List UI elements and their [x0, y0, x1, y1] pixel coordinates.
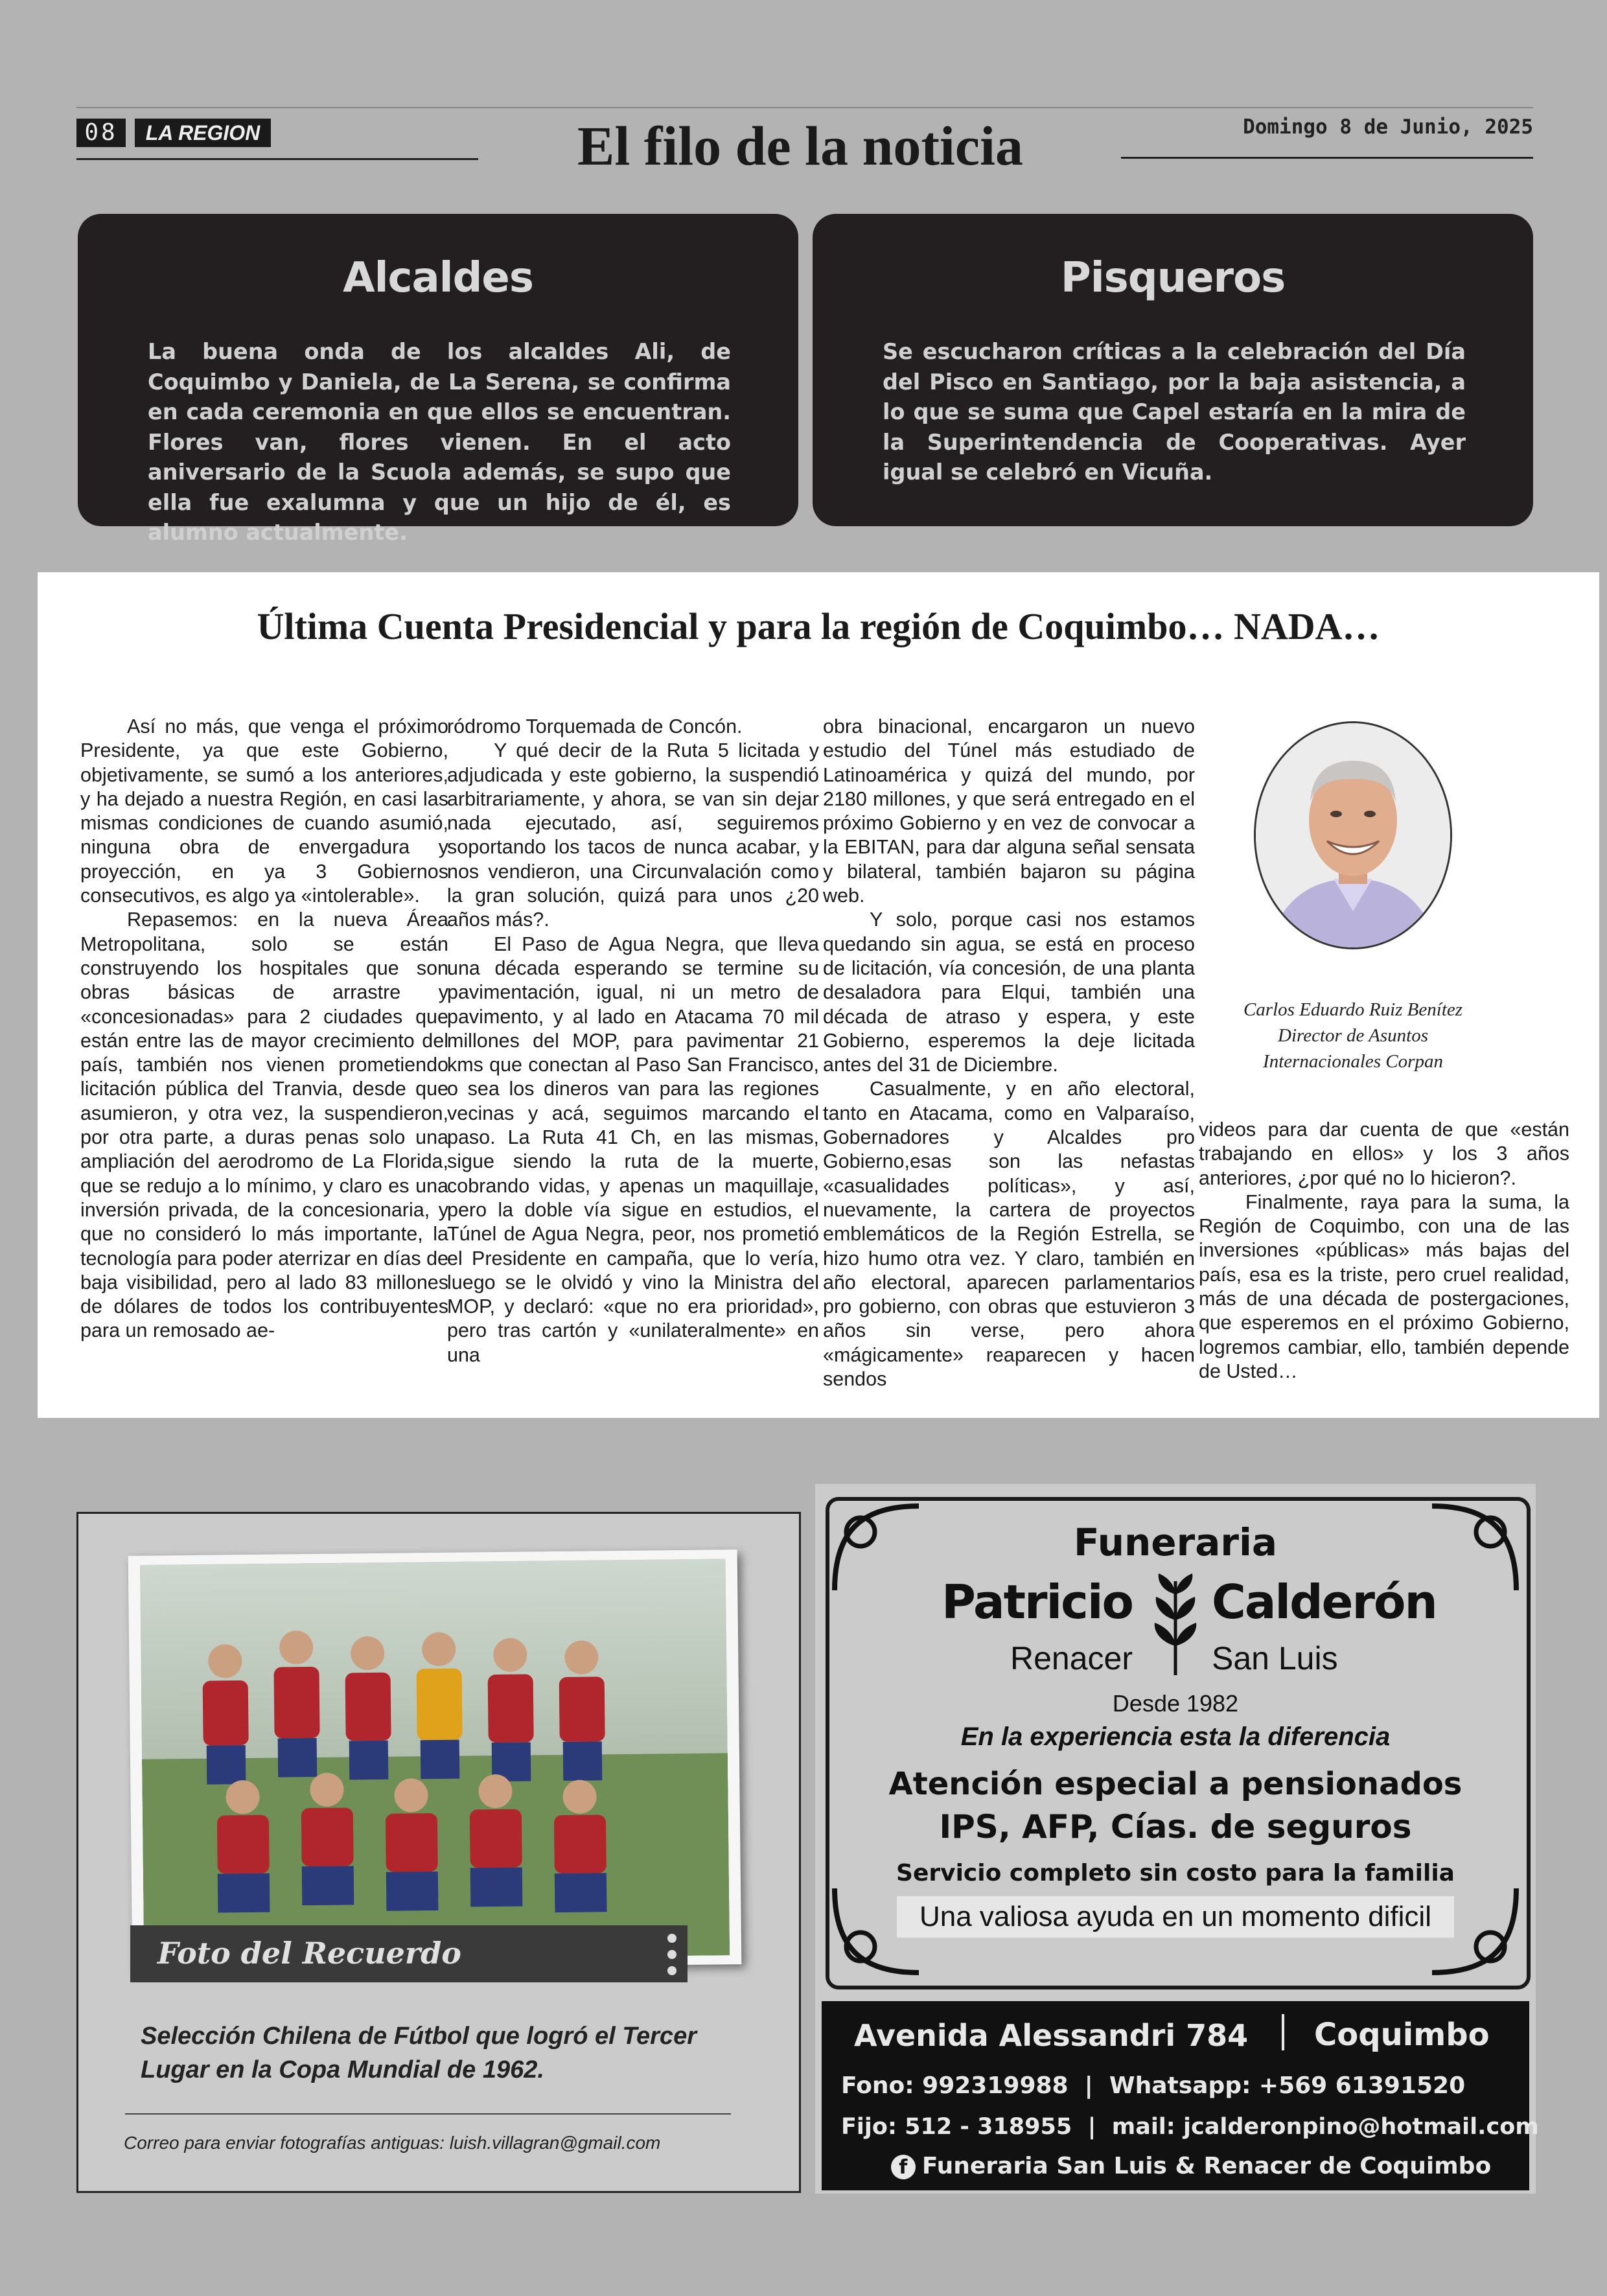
article-column-1 [80, 715, 448, 1343]
ad-city: Coquimbo [1314, 2017, 1490, 2053]
ad-contact-bar [822, 2001, 1539, 2190]
article-paragraph: Así no más, que venga el próximo Presidente, ya que este Gobierno, objetivamente, se sumó a los anteriores, y ha dejado a nuestra Región, en casi las mismas condiciones de cuando asumió, ninguna obra de envergadura y proyección, en ya 3 Gobiernos consecutivos, es algo ya «intolerable». [80, 715, 448, 907]
ad-service: Servicio completo sin costo para la familia [896, 1860, 1455, 1886]
ad-sub-left: Renacer [1010, 1640, 1133, 1676]
box-title: Pisqueros [1060, 254, 1286, 302]
article-paragraph: Finalmente, raya para la suma, la Región de Coquimbo, con una de las inversiones «públicas» más bajas del país, esa es la triste, pero cruel realidad, más de una década de postergaciones, que esperemos en el próximo Gobierno, logremos cambiar, ello, también depende de Usted… [1199, 1190, 1569, 1382]
section-title: El filo de la noticia [577, 115, 1023, 177]
ad-attention-1: Atención especial a pensionados [888, 1766, 1462, 1802]
ad-name-left: Patricio [942, 1575, 1133, 1629]
team-photo-illustration [140, 1559, 730, 1961]
ad-line-funeraria: Funeraria [1073, 1520, 1277, 1564]
ad-sub-right: San Luis [1212, 1640, 1338, 1676]
ad-attention-2: IPS, AFP, Cías. de seguros [939, 1808, 1412, 1846]
author-portrait [1254, 721, 1452, 949]
page-number: 08 [76, 119, 126, 147]
author-portrait-illustration [1256, 723, 1450, 947]
ad-slogan: En la experiencia esta la diferencia [960, 1722, 1391, 1751]
author-org: Internacionales Corpan [1263, 1051, 1443, 1072]
photo-label-strip [130, 1925, 688, 1982]
article-paragraph: Repasemos: en la nueva Área Metropolitana, solo se están construyendo los hospitales que son obras básicas de arrastre y «concesionadas» para 2 ciudades que están entre las de mayor crecimiento del país, también nos vienen prometiendo licitación pública del Tranvia, desde que asumieron, y otra vez, la suspendieron, por otra parte, a duras penas solo una ampliación del aerodromo de La Florida, que se redujo a lo mínimo, y claro es una inversión privada, de la concesionaria, y que no consideró lo más importante, la tecnología para poder aterrizar en días de baja visibilidad, pero al lado 83 millones de dólares de todos los contribuyentes para un remosado ae- [80, 909, 449, 1342]
author-name: Carlos Eduardo Ruiz Benítez [1243, 999, 1463, 1020]
photo-strip-label: Foto del Recuerdo [157, 1936, 461, 1971]
ad-fijo-mail: Fijo: 512 - 318955 | mail: jcalderonpino@hotmail.com [841, 2114, 1539, 2140]
article-paragraph: El Paso de Agua Negra, que lleva una década esperando se termine su pavimentación, igual, ni un metro de pavimento, y al lado en Atacama 70 mil millones del MOP, para pavimentar 21 kms que conectan al Paso San Francisco, o sea los dineros van para las regiones vecinas y acá, seguimos marcando el paso. La Ruta 41 Ch, en las mismas, sigue siendo la ruta de la muerte, cobrando vidas, y apenas un maquillaje, pero la doble vía sigue en estudios, el Túnel de Agua Negra, peor, nos prometió el Presidente en campaña, que lo vería, luego se le olvidó y vino la Ministra del MOP, y declaró: «que no era prioridad», pero tras cartón y «unilateralmente» en una [447, 933, 819, 1366]
article-column-4 [1199, 1118, 1569, 1384]
box-alcaldes [78, 214, 798, 545]
photo-divider [125, 2113, 731, 2115]
article-paragraph: Y qué decir de la Ruta 5 licitada y adjudicada y este gobierno, la suspendió arbitrariamente, y ahora, se van sin dejar nada ejecutado, así, seguiremos soportando los tacos de nunca acabar, y nos vendieron, una Circunvalación como la gran solución, quizá para unos ¿20 años más?. [447, 739, 819, 931]
ad-since: Desde 1982 [1112, 1690, 1239, 1717]
article-paragraph: obra binacional, encargaron un nuevo estudio del Túnel más estudiado de Latinoamérica y quizá del mundo, por 2180 millones, y que será entregado en el próximo Gobierno y en vez de convocar a la EBITAN, para dar alguna señal sensata y bilateral, también bajaron su página web. [823, 715, 1195, 907]
header-top-rule [76, 107, 1533, 108]
main-article [38, 572, 1599, 1418]
team-photo [140, 1559, 730, 1961]
newspaper-logo: LA REGION [135, 119, 271, 147]
article-paragraph: Y solo, porque casi nos estamos quedando sin agua, se está en proceso de licitación, vía concesión, de una planta desaladora para Elqui, también una década de atraso y espera, y este Gobierno, esperemos la deje licitada antes del 31 de Diciembre. [823, 909, 1195, 1076]
header-rule-right [1121, 157, 1533, 159]
ad-phones: Fono: 992319988 | Whatsapp: +569 61391520 [841, 2072, 1466, 2099]
ad-separator [1282, 2014, 1284, 2050]
box-text: Se escucharon críticas a la celebración del Día del Pisco en Santiago, por la baja asistencia, a lo que se suma que Capel estaría en la mira de la Superintendencia de Cooperativas. Ayer igual se celebró en Vicuña. [883, 339, 1466, 485]
article-column-2 [447, 715, 819, 1367]
wheat-icon [1143, 1568, 1208, 1678]
article-paragraph: videos para dar cuenta de que «están trabajando en ellos» y los 3 años anteriores, ¿por qué no lo hicieron?. [1199, 1119, 1569, 1189]
author-caption [1204, 997, 1502, 1074]
photo-email-note: Correo para enviar fotografías antiguas: luish.villagran@gmail.com [124, 2133, 661, 2153]
ad-help: Una valiosa ayuda en un momento dificil [897, 1896, 1454, 1938]
ad-facebook [880, 2153, 1502, 2179]
header-rule-left [76, 158, 478, 160]
ad-facebook-text: Funeraria San Luis & Renacer de Coquimbo [921, 2153, 1492, 2179]
article-paragraph: Casualmente, y en año electoral, tanto en Atacama, como en Valparaíso, Gobernadores y Alcaldes pro Gobierno,esas son las nefastas «casualidades políticas», y así, nuevamente, la cartera de proyectos emblemáticos de la Región Estrella, se hizo humo otra vez. Y claro, también en año electoral, aparecen parlamentarios pro gobierno, con obras que estuvieron 3 años sin verse, pero ahora «mágicamente» reaparecen y hacen sendos [823, 1078, 1195, 1391]
box-pisqueros [813, 214, 1533, 526]
article-paragraph: ródromo Torquemada de Concón. [447, 715, 743, 737]
dots-icon [665, 1932, 678, 1977]
box-title: Alcaldes [343, 254, 533, 302]
ad-address: Avenida Alessandri 784 [854, 2018, 1249, 2053]
facebook-icon: f [891, 2155, 916, 2179]
funeral-home-ad [815, 1484, 1539, 2194]
author-role: Director de Asuntos [1278, 1025, 1428, 1046]
page-date: Domingo 8 de Junio, 2025 [1243, 115, 1533, 139]
photo-memory-box [76, 1512, 801, 2193]
box-text: La buena onda de los alcaldes Ali, de Coquimbo y Daniela, de La Serena, se confirma en cada ceremonia en que ellos se encuentran. Flores van, flores vienen. En el acto aniversario de la Scuola además, se supo que ella fue exalumna y que un hijo de él, es alumno actualmente. [148, 339, 731, 545]
vintage-photo-frame [128, 1549, 742, 1971]
article-column-3 [823, 715, 1195, 1391]
photo-description: Selección Chilena de Fútbol que logró el Tercer Lugar en la Copa Mundial de 1962. [141, 2023, 697, 2083]
article-title: Última Cuenta Presidencial y para la región de Coquimbo… NADA… [257, 605, 1380, 647]
ad-name-right: Calderón [1212, 1575, 1437, 1629]
